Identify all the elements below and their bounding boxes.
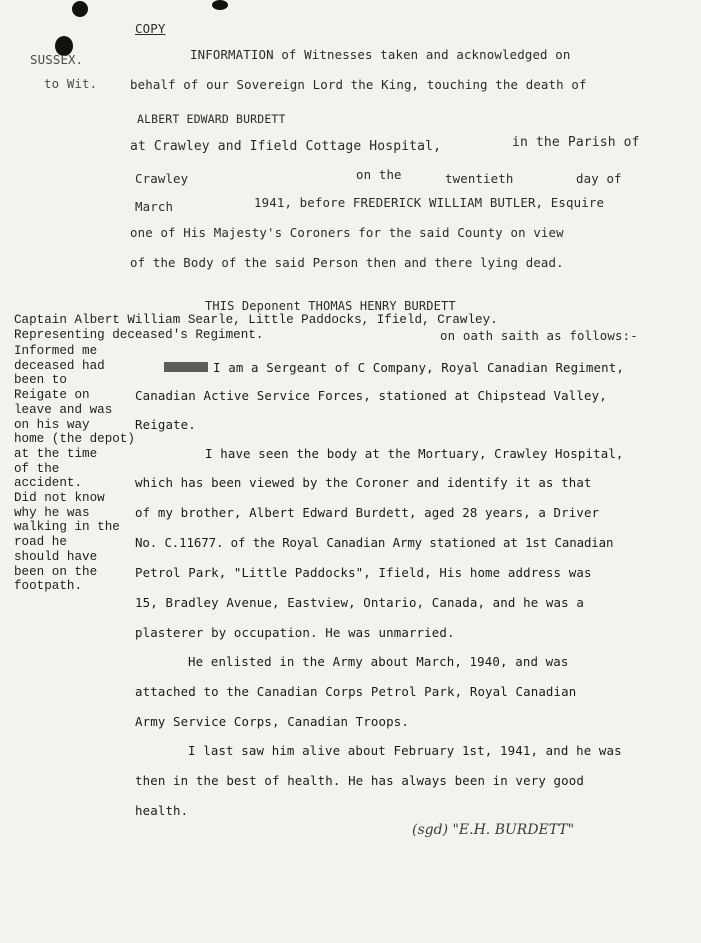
body-line: Canadian Active Service Forces, stationed at Chipstead Valley,	[135, 388, 607, 403]
body-line: I have seen the body at the Mortuary, Crawley Hospital,	[205, 446, 624, 461]
day-value: twentieth	[445, 171, 514, 186]
coroner-line-1: one of His Majesty's Coroners for the said County on view	[130, 225, 564, 240]
heading-line-1: INFORMATION of Witnesses taken and acknowledged on	[190, 47, 571, 62]
coroner-line-2: of the Body of the said Person then and there lying dead.	[130, 255, 564, 270]
witness-line: Captain Albert William Searle, Little Paddocks, Ifield, Crawley.	[14, 313, 498, 327]
county-label: SUSSEX.	[30, 52, 84, 67]
body-line: No. C.11677. of the Royal Canadian Army stationed at 1st Canadian	[135, 535, 614, 550]
deceased-name: ALBERT EDWARD BURDETT	[137, 112, 286, 126]
body-line: of my brother, Albert Edward Burdett, aged 28 years, a Driver	[135, 505, 600, 520]
on-the-label: on the	[356, 167, 402, 182]
representing-line: Representing deceased's Regiment.	[14, 328, 264, 342]
deponent-line: THIS Deponent THOMAS HENRY BURDETT	[205, 299, 456, 313]
day-of-label: day of	[576, 171, 622, 186]
year-coroner-line: 1941, before FREDERICK WILLIAM BUTLER, Esquire	[254, 195, 605, 210]
ink-blot	[72, 1, 88, 17]
oath-line: on oath saith as follows:-	[440, 328, 638, 343]
heading-line-2: behalf of our Sovereign Lord the King, touching the death of	[130, 77, 587, 92]
body-line: I am a Sergeant of C Company, Royal Canadian Regiment,	[213, 360, 624, 375]
body-line: Army Service Corps, Canadian Troops.	[135, 714, 409, 729]
body-line: health.	[135, 803, 189, 818]
body-line: 15, Bradley Avenue, Eastview, Ontario, Canada, and he was a	[135, 595, 584, 610]
body-line: which has been viewed by the Coroner and identify it as that	[135, 475, 592, 490]
body-line: I last saw him alive about February 1st, 1941, and he was	[188, 743, 622, 758]
to-wit-label: to Wit.	[44, 76, 98, 91]
body-line: then in the best of health. He has always been in very good	[135, 773, 584, 788]
body-line: Petrol Park, "Little Paddocks", Ifield, His home address was	[135, 565, 592, 580]
strikethrough-mark	[164, 362, 208, 372]
body-line: Reigate.	[135, 417, 196, 432]
place-line: at Crawley and Ifield Cottage Hospital,	[130, 139, 442, 154]
body-line: plasterer by occupation. He was unmarried.	[135, 625, 455, 640]
copy-label: COPY	[135, 21, 166, 36]
parish-name: Crawley	[135, 171, 189, 186]
parish-label: in the Parish of	[512, 135, 640, 150]
body-line: attached to the Canadian Corps Petrol Park, Royal Canadian	[135, 684, 577, 699]
margin-note: Informed me deceased had been to Reigate on leave and was on his way home (the depot) at the time of the accident. Did not know why he was walking in the road he should have been on the footpath.	[14, 344, 135, 594]
body-line: He enlisted in the Army about March, 1940, and was	[188, 654, 569, 669]
month-value: March	[135, 199, 174, 214]
ink-blot	[212, 0, 228, 10]
signature: (sgd) "E.H. BURDETT"	[412, 822, 575, 838]
